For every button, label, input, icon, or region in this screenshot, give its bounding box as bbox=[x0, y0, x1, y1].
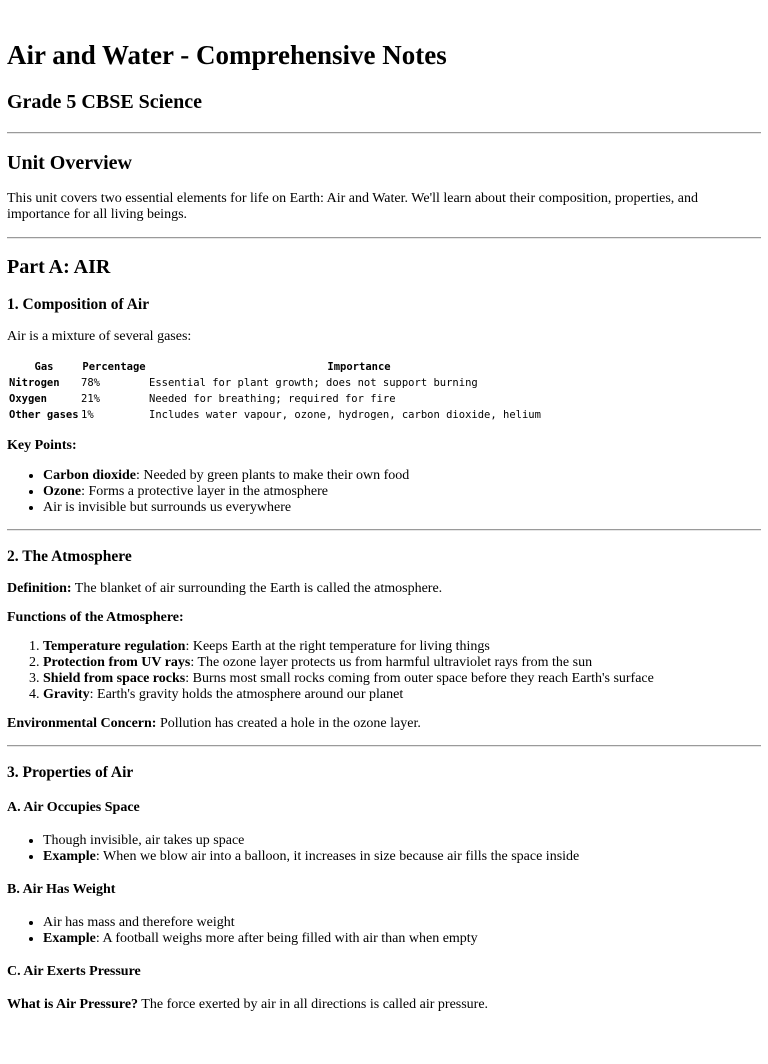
importance-cell: Needed for breathing; required for fire bbox=[149, 393, 396, 405]
overview-heading: Unit Overview bbox=[7, 152, 132, 174]
has-weight-list bbox=[7, 915, 761, 947]
composition-heading: 1. Composition of Air bbox=[7, 296, 150, 313]
exerts-pressure-heading: C. Air Exerts Pressure bbox=[7, 964, 141, 979]
gas-cell: Other gases bbox=[9, 409, 79, 421]
gas-cell: Oxygen bbox=[9, 393, 47, 405]
divider bbox=[7, 132, 761, 134]
column-header-percentage: Percentage bbox=[82, 361, 146, 373]
column-header-gas: Gas bbox=[34, 361, 54, 373]
table-row bbox=[8, 391, 570, 407]
composition-table bbox=[8, 359, 570, 423]
concern-paragraph: Environmental Concern: Pollution has created a hole in the ozone layer. bbox=[7, 716, 421, 731]
list-item: • Example: When we blow air into a balloon, it increases in size because air fills the space inside bbox=[43, 849, 761, 865]
list-item: 3. Shield from space rocks: Burns most small rocks coming from outer space before they reach Earth's surface bbox=[43, 671, 761, 687]
divider bbox=[7, 745, 761, 747]
table-row bbox=[8, 407, 570, 423]
table-header-row bbox=[8, 359, 570, 375]
part-a-heading: Part A: AIR bbox=[7, 256, 111, 278]
percentage-cell: 21% bbox=[81, 393, 100, 405]
pressure-paragraph: What is Air Pressure? The force exerted by air in all directions is called air pressure. bbox=[7, 997, 489, 1012]
table-row bbox=[8, 375, 570, 391]
divider bbox=[7, 237, 761, 239]
gas-cell: Nitrogen bbox=[9, 377, 60, 389]
key-points-label: Key Points: bbox=[7, 438, 77, 453]
list-item: 4. Gravity: Earth's gravity holds the atmosphere around our planet bbox=[43, 687, 761, 703]
functions-label: Functions of the Atmosphere: bbox=[7, 610, 184, 625]
functions-list bbox=[7, 639, 761, 703]
atmosphere-heading: 2. The Atmosphere bbox=[7, 548, 132, 565]
overview-text: This unit covers two essential elements for life on Earth: Air and Water. We'll learn about their composition, properties, and importance for all living beings. bbox=[7, 191, 699, 222]
key-points-list bbox=[7, 468, 761, 516]
list-item: • Air has mass and therefore weight bbox=[43, 915, 761, 931]
occupies-space-heading: A. Air Occupies Space bbox=[7, 800, 140, 815]
page-title: Air and Water - Comprehensive Notes bbox=[7, 40, 447, 70]
list-item: 2. Protection from UV rays: The ozone layer protects us from harmful ultraviolet rays from the sun bbox=[43, 655, 761, 671]
list-item: 1. Temperature regulation: Keeps Earth at the right temperature for living things bbox=[43, 639, 761, 655]
definition-paragraph: Definition: The blanket of air surrounding the Earth is called the atmosphere. bbox=[7, 581, 443, 596]
properties-heading: 3. Properties of Air bbox=[7, 764, 134, 781]
list-item: • Air is invisible but surrounds us everywhere bbox=[43, 500, 761, 516]
list-item: • Though invisible, air takes up space bbox=[43, 833, 761, 849]
has-weight-heading: B. Air Has Weight bbox=[7, 882, 116, 897]
percentage-cell: 78% bbox=[81, 377, 100, 389]
composition-intro: Air is a mixture of several gases: bbox=[7, 329, 192, 344]
list-item: • Example: A football weighs more after being filled with air than when empty bbox=[43, 931, 761, 947]
importance-cell: Essential for plant growth; does not support burning bbox=[149, 377, 478, 389]
divider bbox=[7, 529, 761, 531]
document bbox=[0, 40, 768, 1013]
occupies-space-list bbox=[7, 833, 761, 865]
list-item: • Carbon dioxide: Needed by green plants to make their own food bbox=[43, 468, 761, 484]
percentage-cell: 1% bbox=[81, 409, 94, 421]
importance-cell: Includes water vapour, ozone, hydrogen, carbon dioxide, helium bbox=[149, 409, 541, 421]
list-item: • Ozone: Forms a protective layer in the atmosphere bbox=[43, 484, 761, 500]
column-header-importance: Importance bbox=[327, 361, 391, 373]
page-subtitle: Grade 5 CBSE Science bbox=[7, 91, 202, 113]
